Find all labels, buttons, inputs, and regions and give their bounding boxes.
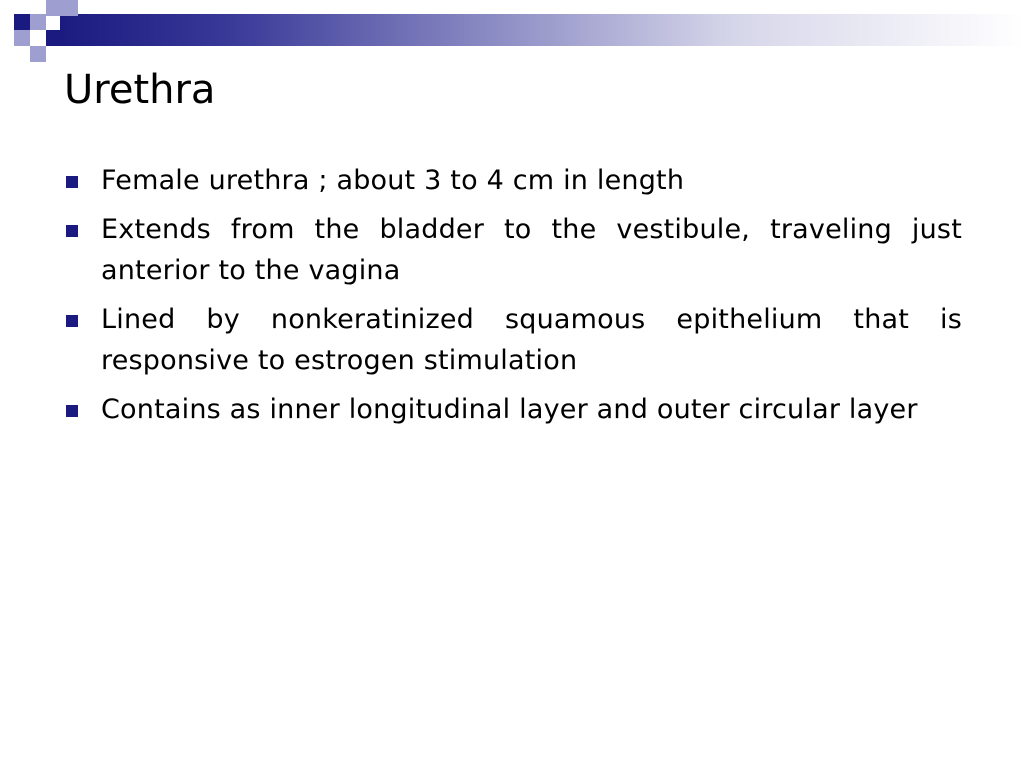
square-bullet-icon <box>66 405 78 417</box>
bullet-list <box>64 160 962 438</box>
slide-title: Urethra <box>64 67 216 113</box>
square-bullet-icon <box>66 315 78 327</box>
bullet-item <box>64 160 962 201</box>
bullet-item <box>64 299 962 381</box>
square-bullet-icon <box>66 225 78 237</box>
bullet-item <box>64 389 962 430</box>
header-square-light <box>46 0 62 16</box>
bullet-text: Lined by nonkeratinized squamous epithelium that is responsive to estrogen stimulation <box>101 304 962 376</box>
bullet-text: Contains as inner longitudinal layer and outer circular layer <box>101 394 918 425</box>
bullet-text: Extends from the bladder to the vestibule, traveling just anterior to the vagina <box>101 214 962 286</box>
header-square-light <box>14 30 30 46</box>
header-square-dark <box>46 30 62 46</box>
bullet-text: Female urethra ; about 3 to 4 cm in length <box>101 165 685 196</box>
header-square-dark <box>14 14 30 30</box>
header-square-light <box>62 0 78 16</box>
bullet-item <box>64 209 962 291</box>
square-bullet-icon <box>66 176 78 188</box>
header-square-light <box>30 14 46 30</box>
header-square-light <box>30 46 46 62</box>
header-gradient-bar <box>60 14 1024 46</box>
